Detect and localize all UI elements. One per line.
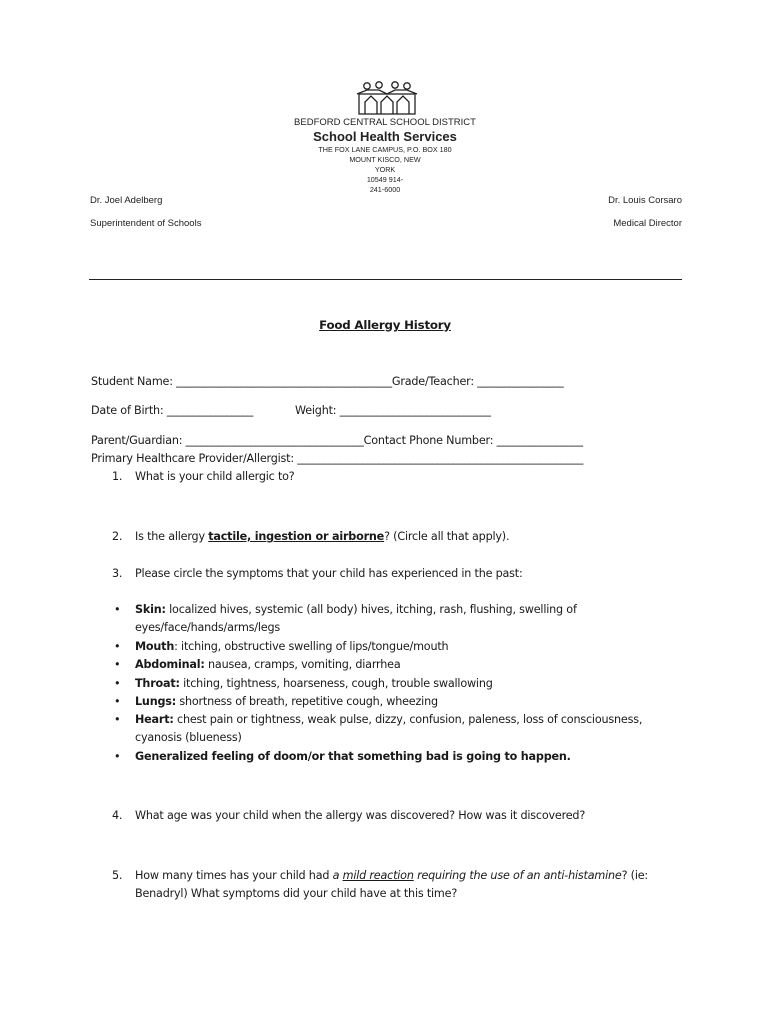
medical-director-name: Dr. Louis Corsaro bbox=[608, 195, 682, 206]
question-number: 2. bbox=[112, 530, 123, 543]
symptom-text: : itching, obstructive swelling of lips/tongue/mouth bbox=[174, 640, 449, 653]
question-4: What age was your child when the allergy was discovered? How was it discovered? bbox=[135, 809, 586, 822]
symptom-doom bbox=[135, 750, 571, 763]
symptom-text: chest pain or tightness, weak pulse, dizzy, confusion, paleness, loss of consciousness, bbox=[173, 713, 643, 726]
mild-reaction-emphasis: mild reaction bbox=[342, 869, 414, 882]
form-title: Food Allergy History bbox=[319, 318, 451, 332]
address-line: THE FOX LANE CAMPUS, P.O. BOX 180 bbox=[318, 145, 452, 154]
address-line: MOUNT KISCO, NEW bbox=[349, 155, 421, 164]
symptom-heart-continued: cyanosis (blueness) bbox=[135, 731, 242, 744]
healthcare-provider-field[interactable]: Primary Healthcare Provider/Allergist: _____________________________________________________ bbox=[91, 452, 584, 465]
bullet: • bbox=[114, 750, 121, 763]
symptom-label: Lungs: bbox=[135, 695, 176, 708]
symptom-text: nausea, cramps, vomiting, diarrhea bbox=[204, 658, 401, 671]
question-5-prefix: How many times has your child had bbox=[135, 869, 333, 882]
symptom-text: localized hives, systemic (all body) hives, itching, rash, flushing, swelling of bbox=[165, 603, 577, 616]
symptom-heart bbox=[135, 713, 642, 726]
question-5-continued: Benadryl) What symptoms did your child have at this time? bbox=[135, 887, 458, 900]
header-divider bbox=[89, 279, 682, 280]
allergy-types: tactile, ingestion or airborne bbox=[208, 530, 385, 543]
logo-figure-head-1 bbox=[364, 83, 370, 89]
symptom-throat bbox=[135, 677, 493, 690]
bullet: • bbox=[114, 658, 121, 671]
question-number: 1. bbox=[112, 470, 123, 483]
question-5-italic-suffix: requiring the use of an anti-histamine bbox=[413, 869, 622, 882]
symptom-text: itching, tightness, hoarseness, cough, trouble swallowing bbox=[179, 677, 493, 690]
symptom-skin bbox=[135, 603, 577, 616]
bullet: • bbox=[114, 603, 121, 616]
question-2-suffix: ? (Circle all that apply). bbox=[384, 530, 510, 543]
question-number: 5. bbox=[112, 869, 123, 882]
question-2 bbox=[135, 530, 509, 543]
parent-guardian-field[interactable]: Parent/Guardian: _________________________________Contact Phone Number: ________________ bbox=[91, 434, 583, 447]
question-5-italic-prefix: a bbox=[332, 869, 343, 882]
superintendent-title: Superintendent of Schools bbox=[90, 218, 202, 229]
symptom-label: Heart: bbox=[135, 713, 174, 726]
logo-figure-head-2 bbox=[376, 82, 382, 88]
symptom-mouth bbox=[135, 640, 448, 653]
district-name: BEDFORD CENTRAL SCHOOL DISTRICT bbox=[294, 117, 476, 128]
question-number: 4. bbox=[112, 809, 123, 822]
logo-figure-head-3 bbox=[392, 82, 398, 88]
weight-field[interactable]: Weight: ____________________________ bbox=[295, 404, 491, 417]
symptom-label: Mouth bbox=[135, 640, 175, 653]
bullet: • bbox=[114, 713, 121, 726]
question-2-prefix: Is the allergy bbox=[135, 530, 209, 543]
superintendent-name: Dr. Joel Adelberg bbox=[90, 195, 163, 206]
symptom-lungs bbox=[135, 695, 438, 708]
symptom-label: Generalized feeling of doom/or that something bad is going to happen. bbox=[135, 750, 571, 763]
bullet: • bbox=[114, 695, 121, 708]
district-address bbox=[300, 145, 470, 195]
bullet: • bbox=[114, 677, 121, 690]
question-5 bbox=[135, 869, 648, 882]
question-5-suffix: ? (ie: bbox=[621, 869, 648, 882]
student-name-field[interactable]: Student Name: ________________________________________Grade/Teacher: ________________ bbox=[91, 375, 564, 388]
date-of-birth-field[interactable]: Date of Birth: ________________ bbox=[91, 404, 254, 417]
district-logo bbox=[354, 80, 420, 116]
symptom-abdominal bbox=[135, 658, 400, 671]
symptom-label: Skin: bbox=[135, 603, 166, 616]
question-1: What is your child allergic to? bbox=[135, 470, 295, 483]
address-line: 241-6000 bbox=[369, 185, 401, 194]
address-line: 10549 914- bbox=[366, 175, 404, 184]
question-3: Please circle the symptoms that your child has experienced in the past: bbox=[135, 567, 523, 580]
symptom-text: shortness of breath, repetitive cough, wheezing bbox=[176, 695, 438, 708]
symptom-skin-continued: eyes/face/hands/arms/legs bbox=[135, 621, 280, 634]
symptom-label: Throat: bbox=[135, 677, 180, 690]
question-number: 3. bbox=[112, 567, 123, 580]
bullet: • bbox=[114, 640, 121, 653]
department-name: School Health Services bbox=[313, 129, 457, 144]
medical-director-title: Medical Director bbox=[613, 218, 682, 229]
address-line: YORK bbox=[374, 165, 396, 174]
symptom-label: Abdominal: bbox=[135, 658, 205, 671]
logo-figure-head-4 bbox=[404, 83, 410, 89]
